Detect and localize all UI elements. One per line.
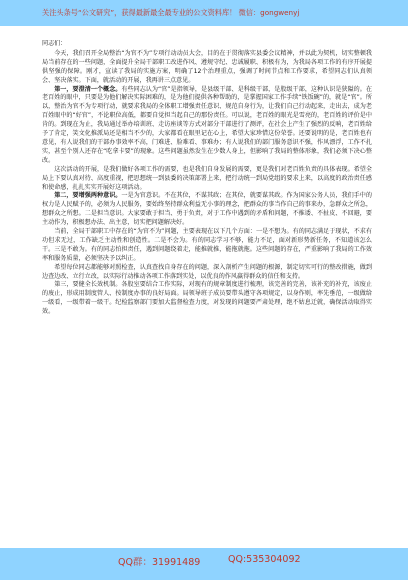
document-body — [42, 40, 372, 540]
footer-qq-group: QQ群：31991489 — [118, 557, 201, 568]
paragraph-list — [42, 50, 372, 317]
paragraph-text: 一是为官意识。不在其位，不谋其政；在其位，就要谋其政。作为国家公务人员，我们手中的权力是人民赋予的，必须为人民服务，要始终坚持群众利益无小事的理念，把群众的事当作自己的事来办，急群众之所急，想群众之所想。二是担当意识。大家要敢于担当、勇于负责，对于工作中遇到的矛盾和问题，不推诿、不扯皮、不回避，要主动作为，积极想办法、出主意，切实把问题解决好。 — [42, 192, 372, 227]
paragraph-text: 希望每位同志都能够对照检查，认真查找自身存在的问题，深入剖析产生问题的根源，制定切实可行的整改措施，做到边查边改、立行立改，以实际行动推动各项工作落到实处，以优良的作风赢得群众的信任和支持。 — [42, 263, 372, 280]
paragraph — [42, 166, 372, 193]
paragraph — [42, 86, 372, 166]
paragraph — [42, 192, 372, 228]
footer-qq-contact: QQ:535304092 — [228, 554, 301, 565]
paragraph-text: 今天，我们召开全局整治“为官不为”专项行动动员大会，目的在于贯彻落实县委会议精神，并以此为契机，切实整顿我局当前存在的一些问题，全面提升全局干部职工改进作风、遵规守纪、忠诚履职、积极有为，为我局各项工作的有序开展提供坚强的保障。刚才，宣读了我局的实施方案，明确了12个治理重点，强调了时间节点和工作要求，希望同志们认真领会、坚决落实。下面，就活动的开展，我再讲三点意见。 — [42, 49, 372, 84]
paragraph-text: 第三，要健全长效机制。各股室要结合工作实际，对现有的规章制度进行梳理，该完善的完善，该补充的补充，该废止的废止，形成用制度管人、按制度办事的良好局面。局领导班子成员要带头遵守各项规定，以身作则，率先垂范，一级做给一级看，一级带着一级干。纪检监察部门要加大监督检查力度，对发现的问题要严肃处理，绝不姑息迁就，确保活动取得实效。 — [42, 281, 372, 316]
greeting: 同志们： — [42, 40, 67, 47]
paragraph-text: 这次活动的开展，是我们做好各项工作的需要，也是我们自身发展的需要，更是我们对老百姓负责的具体表现。希望全局上下要认真对待、高度重视，把思想统一到县委的决策部署上来，把行动统一到局党组的要求上来，以高度的政治责任感和使命感，扎扎实实开展好这项活动。 — [42, 165, 372, 191]
footer-banner — [0, 548, 408, 580]
paragraph — [42, 264, 372, 282]
paragraph-heading: 第二，要增强两种意识。 — [54, 192, 122, 200]
paragraph-text: 当前，全局干部职工中存在的“为官不为”问题，主要表现在以下几个方面：一是不想为。有的同志满足于现状，不求有功但求无过，工作缺乏主动性和创造性。二是不会为。有的同志学习不够，能力不足，面对新形势新任务，不知道该怎么干。三是不敢为。有的同志怕担责任，遇到问题绕着走，能推就推，能拖就拖。这些问题的存在，严重影响了我局的工作效率和服务质量，必须坚决予以纠正。 — [42, 228, 372, 262]
paragraph — [42, 281, 372, 317]
banner-text: 关注头条号“公文研究”，获得最新最全最专业的公文资料库！ 微信：gongwenyj — [42, 8, 300, 17]
paragraph-text: 有些同志认为“官”是指领导，是县级干部、是科级干部，是股级干部，这种认识是狭隘的。在老百姓的眼中，只要是为他们解决实际困难的，是为他们提供各种帮助的，是掌握国家工作手续“铁饭碗”的，就是“官”。所以，整治为官不为专项行动，就要求我局的全体职工增强责任意识、规范自身行为，让我们自己行动起来，走出去，成为老百姓眼中的“好官”，不论职位高低，都要自觉担当起自己的那份责任。可以说，老百姓的眼光是雪亮的，老百姓的评价是中肯的。到现在为止，我局通过举办培训班、走访座谈等方式对部分干部进行了测评，在社会上产生了强烈的反响，老百姓给予了肯定，笑文化推派局还是相当不少的，大家都看在眼里记在心上，希望大家珍惜这份荣誉。还要说明的是，老百姓也有意见，有人说我们的干部办事效率不高，门难进、脸难看、事难办；有人说我们的部门服务意识不强，作风漂浮，工作不扎实，甚至个别人还存在“吃拿卡要”的现象。这些问题虽然发生在少数人身上，但影响了我局的整体形象，我们必须下决心整改。 — [42, 85, 372, 164]
paragraph — [42, 228, 372, 264]
paragraph — [42, 50, 372, 86]
header-banner — [0, 0, 408, 26]
paragraph-heading: 第一，要澄清一个概念。 — [54, 85, 122, 93]
